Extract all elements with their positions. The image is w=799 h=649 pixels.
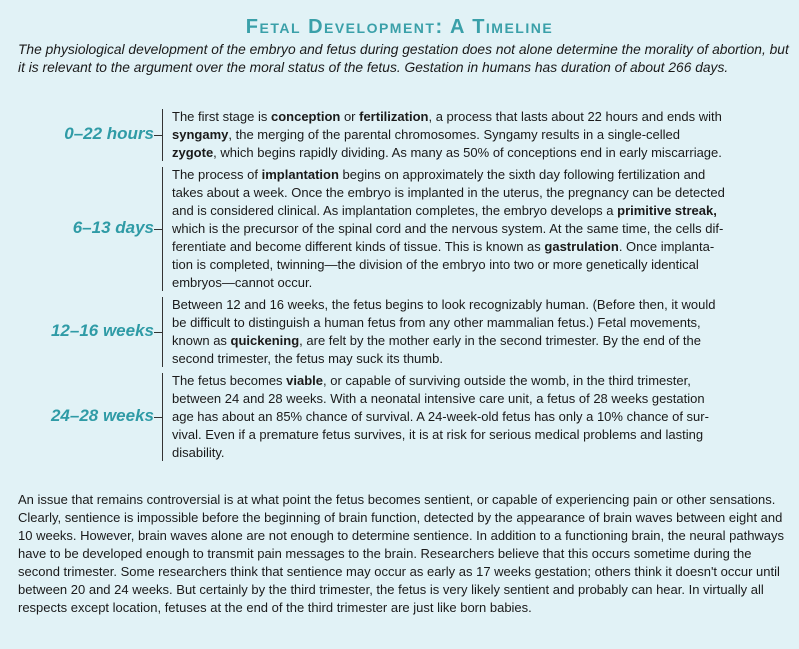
description-line: disability. <box>172 445 225 460</box>
timeline-description <box>172 108 772 162</box>
timeline-tick <box>154 229 162 230</box>
description-line: ferentiate and become different kinds of tissue. This is known as gastrulation. Once implanta- <box>172 239 715 254</box>
timeline-tick <box>154 135 162 136</box>
description-line: between 24 and 28 weeks. With a neonatal intensive care unit, a fetus of 28 weeks gestation <box>172 391 705 406</box>
description-line: tion is completed, twinning—the division of the embryo into two or more genetically identical <box>172 257 699 272</box>
description-line: embryos—cannot occur. <box>172 275 313 290</box>
timeline-label: 24–28 weeks <box>50 406 154 425</box>
timeline-description <box>172 372 772 462</box>
description-line: syngamy, the merging of the parental chromosomes. Syngamy results in a single-celled <box>172 127 680 142</box>
description-line: known as quickening, are felt by the mother early in the second trimester. By the end of the <box>172 333 701 348</box>
intro-paragraph: The physiological development of the embryo and fetus during gestation does not alone determine the morality of abortion, but it is relevant to the argument over the moral status of the fetus. Gestation in humans has duration of about 266 days. <box>18 42 789 75</box>
timeline-label: 12–16 weeks <box>50 321 154 340</box>
page-title: Fetal Development: A Timeline <box>245 16 554 38</box>
description-line: The fetus becomes viable, or capable of surviving outside the womb, in the third trimester, <box>172 373 691 388</box>
timeline-label: 6–13 days <box>72 218 154 237</box>
description-line: second trimester, the fetus may suck its thumb. <box>172 351 443 366</box>
timeline-description <box>172 166 772 292</box>
description-line: zygote, which begins rapidly dividing. As many as 50% of conceptions end in early miscarriage. <box>172 145 722 160</box>
timeline-bracket-line <box>162 109 163 161</box>
timeline-description <box>172 296 772 368</box>
timeline-tick <box>154 417 162 418</box>
description-line: The first stage is conception or fertilization, a process that lasts about 22 hours and ends with <box>172 109 722 124</box>
description-line: takes about a week. Once the embryo is implanted in the uterus, the pregnancy can be detected <box>172 185 725 200</box>
timeline-bracket-line <box>162 373 163 461</box>
description-line: The process of implantation begins on approximately the sixth day following fertilization and <box>172 167 706 182</box>
closing-paragraph: An issue that remains controversial is at what point the fetus becomes sentient, or capable of experiencing pain or other sensations. Clearly, sentience is impossible before the beginning of brain function, detected by the appearance of brain waves between eight and 10 weeks. However, brain waves alone are not enough to determine sentience. In addition to a functioning brain, the neural pathways have to be developed enough to transmit pain messages to the brain. Researchers believe that this occurs sometime during the second trimester. Some researchers think that sentience may occur as early as 17 weeks gestation; others think it doesn't occur until between 20 and 24 weeks. But certainly by the third trimester, the fetus is very likely sentient and probably can hear. In virtually all respects except location, fetuses at the end of the third trimester are just like born babies. <box>18 492 785 615</box>
description-line: be difficult to distinguish a human fetus from any other mammalian fetus.) Fetal movements, <box>172 315 701 330</box>
description-line: Between 12 and 16 weeks, the fetus begins to look recognizably human. (Before then, it would <box>172 297 716 312</box>
timeline-label: 0–22 hours <box>64 124 154 143</box>
description-line: and is considered clinical. As implantation completes, the embryo develops a primitive streak, <box>172 203 717 218</box>
timeline-bracket-line <box>162 167 163 291</box>
description-line: vival. Even if a premature fetus survives, it is at risk for serious medical problems and lasting <box>172 427 704 442</box>
timeline-tick <box>154 332 162 333</box>
timeline-bracket-line <box>162 297 163 367</box>
description-line: age has about an 85% chance of survival. A 24-week-old fetus has only a 10% chance of sur- <box>172 409 709 424</box>
description-line: which is the precursor of the spinal cord and the nervous system. At the same time, the cells dif- <box>172 221 724 236</box>
